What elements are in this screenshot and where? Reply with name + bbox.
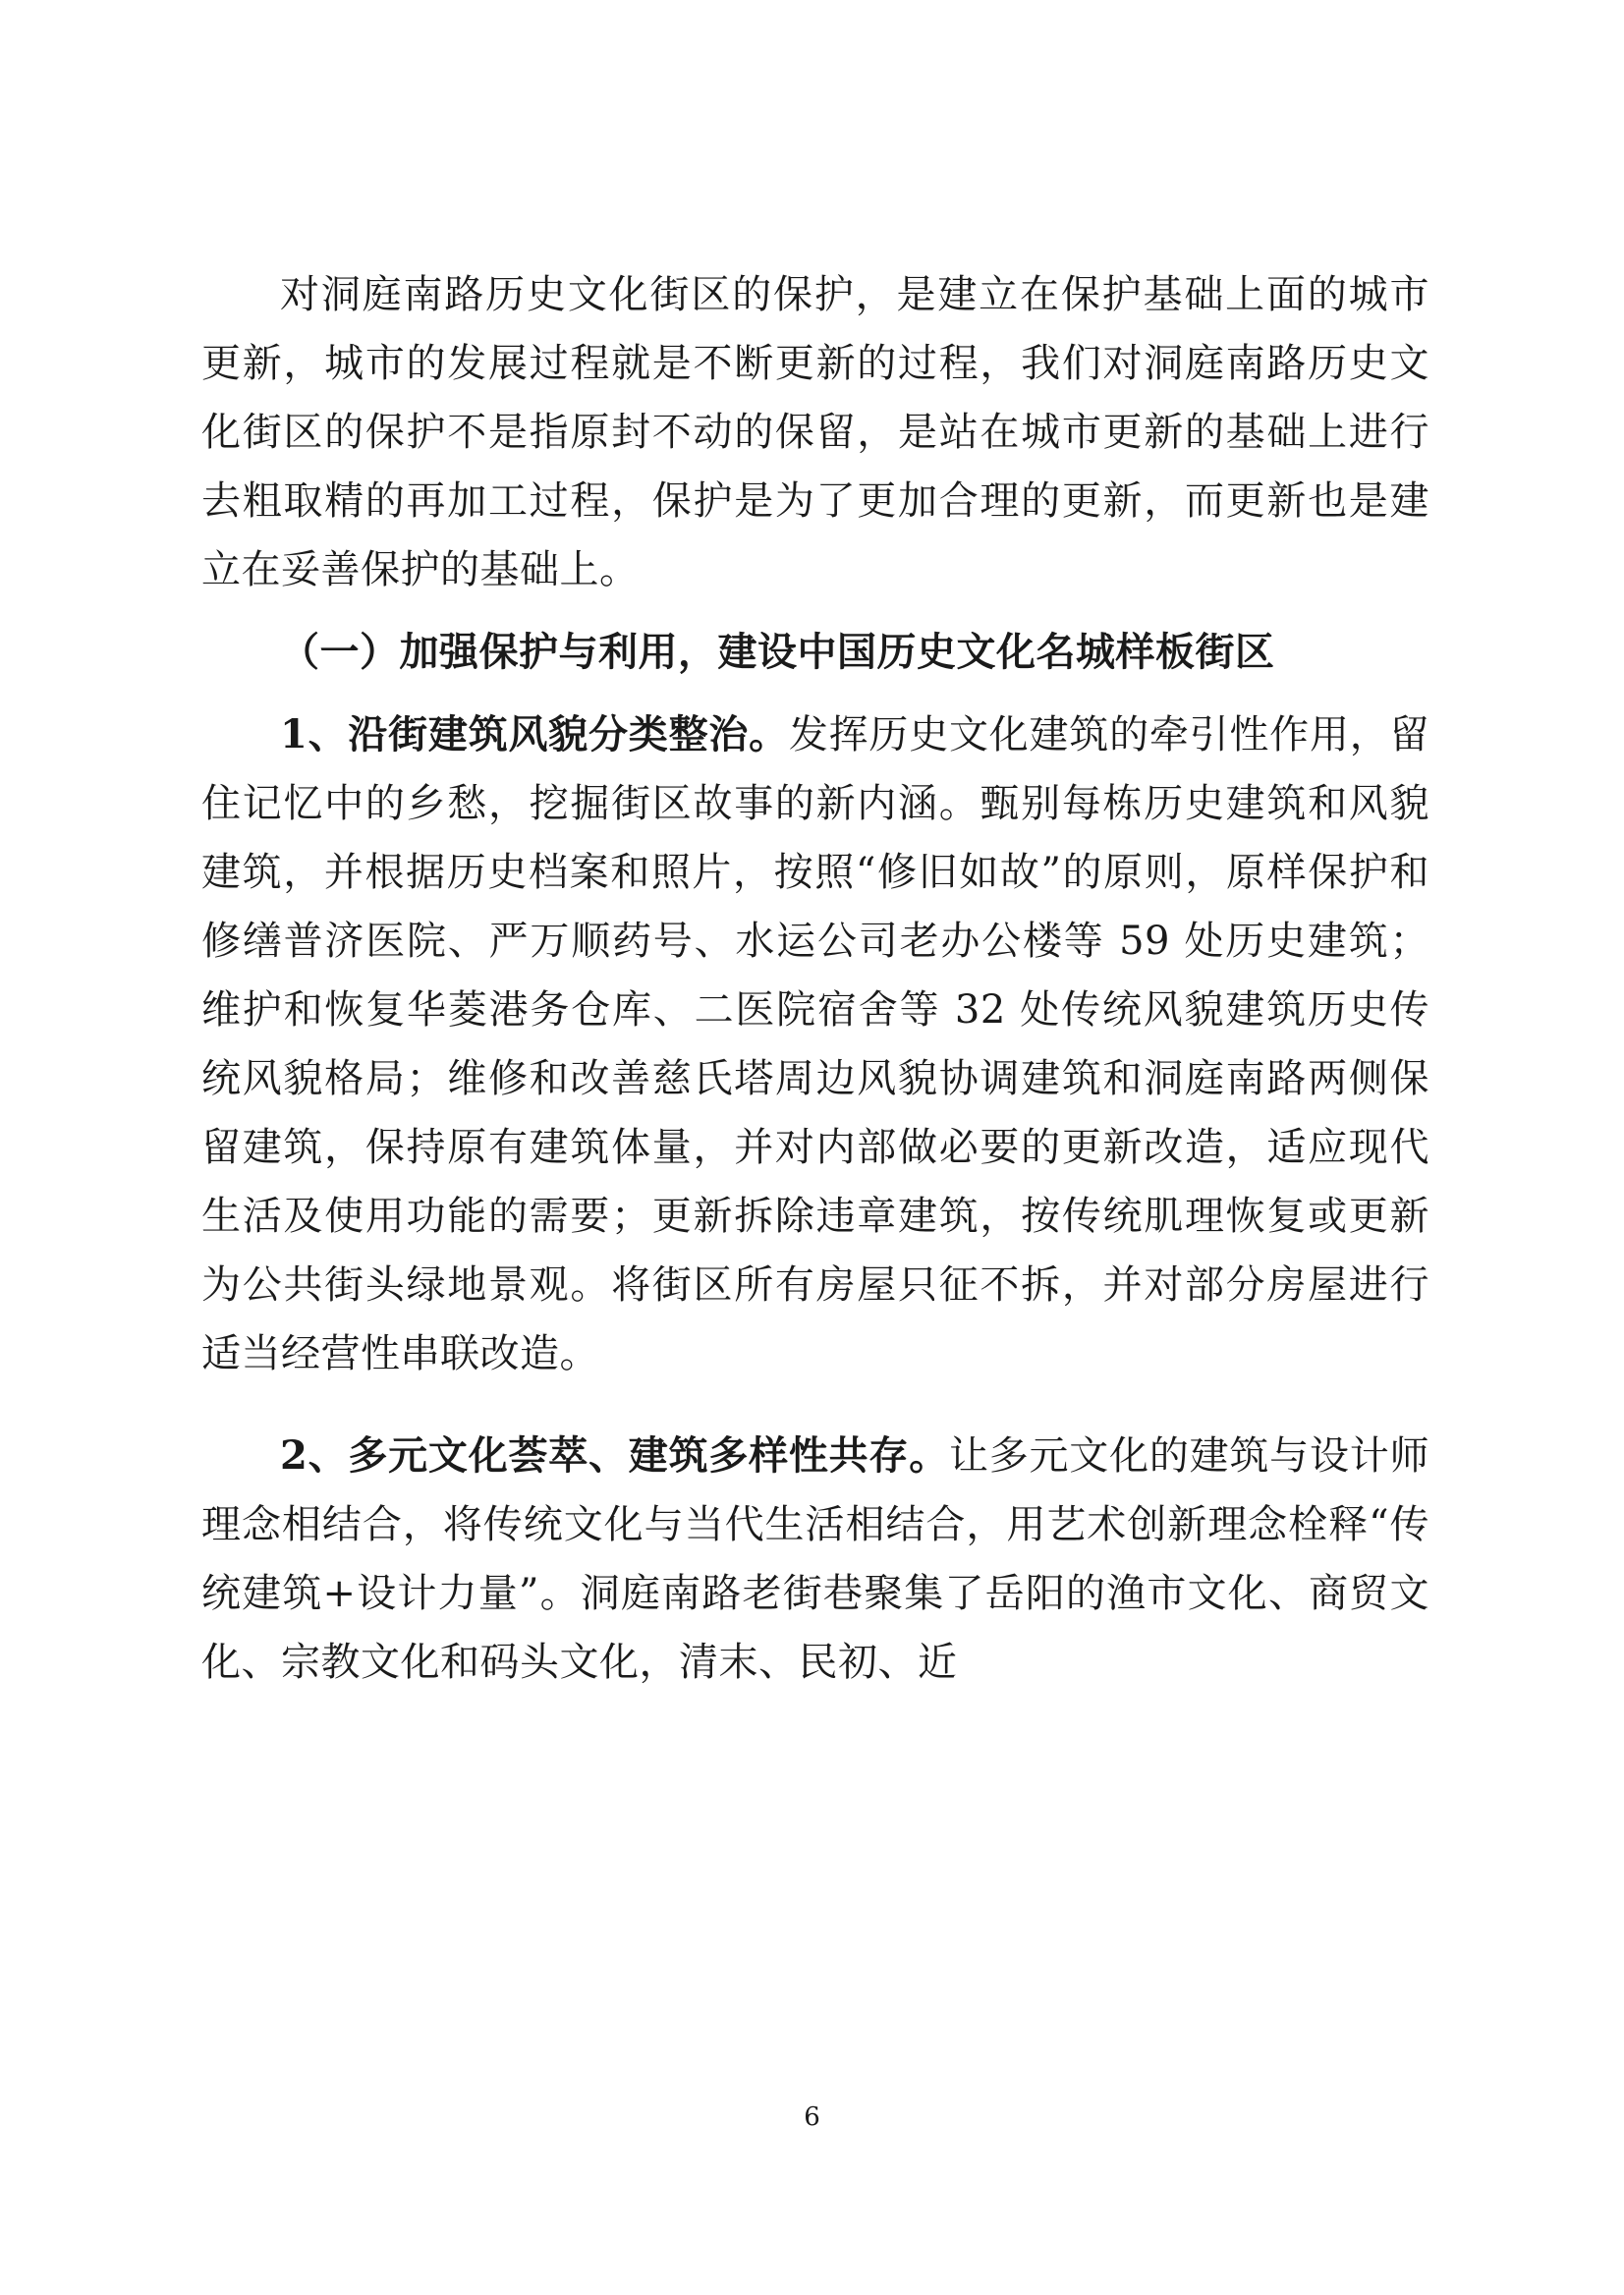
paragraph-body-2 bbox=[201, 700, 1429, 1388]
paragraph-text-2: 让多元文化的建筑与设计师理念相结合，将传统文化与当代生活相结合，用艺术创新理念栓释“传统建筑+设计力量”。洞庭南路老街巷聚集了岳阳的渔市文化、商贸文化、宗教文化和码头文化，清末、民初、近 bbox=[201, 1433, 1429, 1685]
paragraph-spacer bbox=[201, 687, 1429, 700]
paragraph-lead-2: 2、多元文化荟萃、建筑多样性共存。 bbox=[280, 1432, 949, 1479]
paragraph-text-1: 发挥历史文化建筑的牵引性作用，留住记忆中的乡愁，挖掘街区故事的新内涵。甄别每栋历史建筑和风貌建筑，并根据历史档案和照片，按照“修旧如故”的原则，原样保护和修缮普济医院、严万顺药号、水运公司老办公楼等 59 处历史建筑；维护和恢复华菱港务仓库、二医院宿舍等 32 处传统风貌建筑历史传统风貌格局；维修和改善慈氏塔周边风貌协调建筑和洞庭南路两侧保留建筑，保持原有建筑体量，并对内部做必要的更新改造，适应现代生活及使用功能的需要；更新拆除违章建筑，按传统肌理恢复或更新为公共街头绿地景观。将街区所有房屋只征不拆，并对部分房屋进行适当经营性串联改造。 bbox=[201, 712, 1429, 1376]
paragraph-body-1: 对洞庭南路历史文化街区的保护，是建立在保护基础上面的城市更新，城市的发展过程就是不断更新的过程，我们对洞庭南路历史文化街区的保护不是指原封不动的保留，是站在城市更新的基础上进行去粗取精的再加工过程，保护是为了更加合理的更新，而更新也是建立在妥善保护的基础上。 bbox=[201, 272, 1429, 592]
section-heading-1: （一）加强保护与利用，建设中国历史文化名城样板街区 bbox=[280, 629, 1275, 675]
paragraph-spacer bbox=[201, 1388, 1429, 1422]
paragraph-body-3 bbox=[201, 1422, 1429, 1697]
page-content bbox=[201, 260, 1429, 1697]
paragraph-spacer bbox=[201, 604, 1429, 618]
page-number: 6 bbox=[804, 2102, 820, 2132]
paragraph-lead-1: 1、沿街建筑风貌分类整治。 bbox=[280, 711, 789, 757]
